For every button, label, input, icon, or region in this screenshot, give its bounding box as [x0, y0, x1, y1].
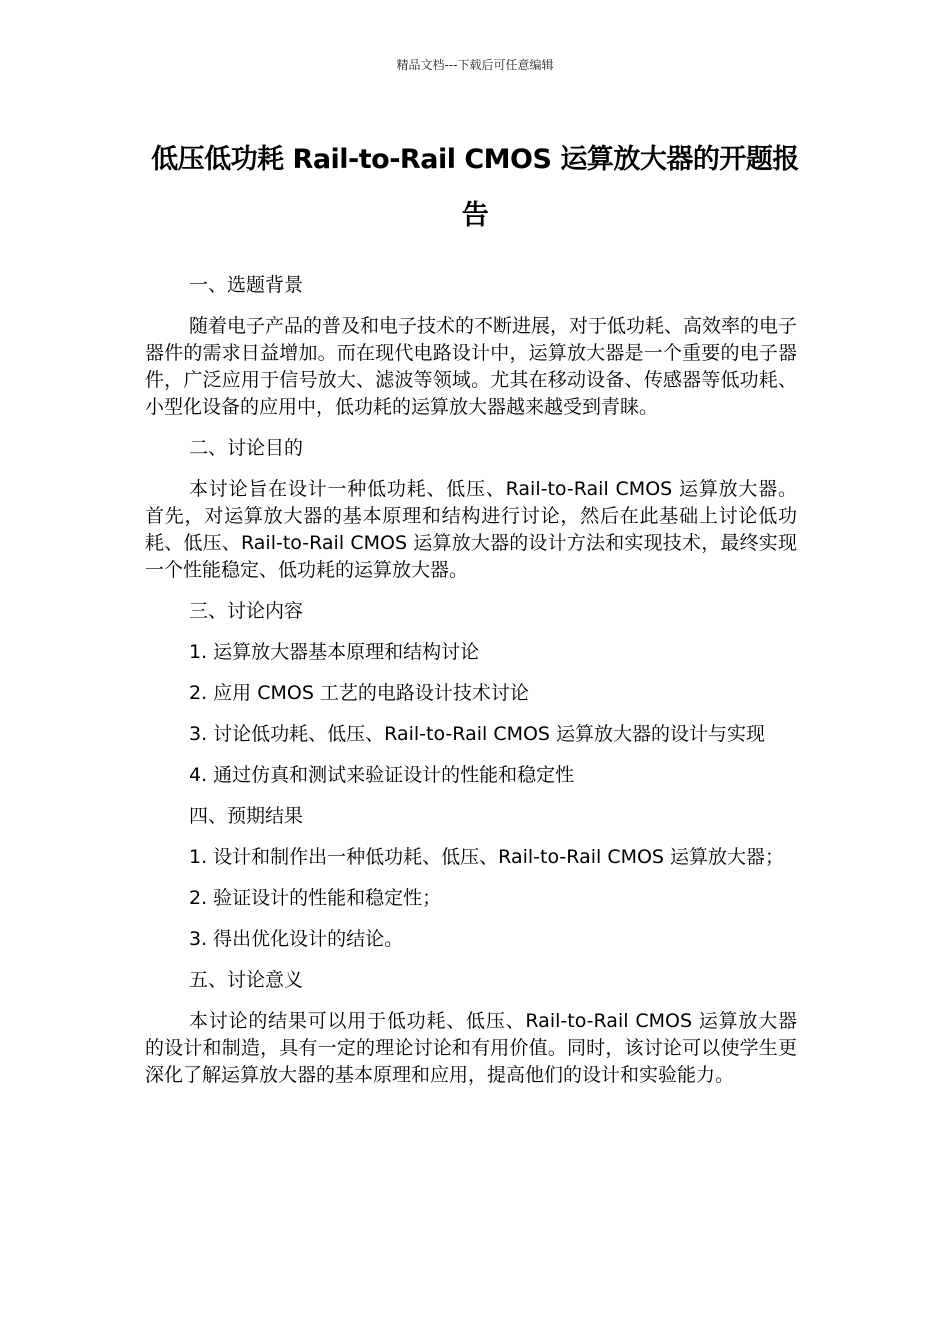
- body-paragraph-significance: 本讨论的结果可以用于低功耗、低压、Rail-to-Rail CMOS 运算放大器的设计和制造，具有一定的理论讨论和有用价值。同时，该讨论可以使学生更深化了解运算放大器的基本原理和应用，提高他们的设计和实验能力。: [145, 1010, 797, 1086]
- list-item-content-1: 1. 运算放大器基本原理和结构讨论: [189, 641, 480, 663]
- section-heading-purpose: 二、讨论目的: [189, 437, 304, 459]
- list-item-result-1: 1. 设计和制作出一种低功耗、低压、Rail-to-Rail CMOS 运算放大器；: [189, 846, 785, 868]
- header-note: 精品文档---下载后可任意编辑: [396, 58, 554, 72]
- list-item-content-4: 4. 通过仿真和测试来验证设计的性能和稳定性: [189, 764, 575, 786]
- document-title: 低压低功耗 Rail-to-Rail CMOS 运算放大器的开题报告: [151, 144, 799, 231]
- list-item-result-3: 3. 得出优化设计的结论。: [189, 928, 404, 950]
- section-heading-content: 三、讨论内容: [189, 600, 304, 622]
- section-heading-background: 一、选题背景: [189, 274, 304, 296]
- list-item-result-2: 2. 验证设计的性能和稳定性；: [189, 887, 442, 909]
- list-item-content-2: 2. 应用 CMOS 工艺的电路设计技术讨论: [189, 682, 529, 704]
- body-paragraph-purpose: 本讨论旨在设计一种低功耗、低压、Rail-to-Rail CMOS 运算放大器。首先，对运算放大器的基本原理和结构进行讨论，然后在此基础上讨论低功耗、低压、Rail-to-Rail CMOS 运算放大器的设计方法和实现技术，最终实现一个性能稳定、低功耗的运算放大器。: [145, 478, 797, 581]
- body-paragraph-background: 随着电子产品的普及和电子技术的不断进展，对于低功耗、高效率的电子器件的需求日益增加。而在现代电路设计中，运算放大器是一个重要的电子器件，广泛应用于信号放大、滤波等领域。尤其在移动设备、传感器等低功耗、小型化设备的应用中，低功耗的运算放大器越来越受到青睐。: [145, 315, 798, 418]
- list-item-content-3: 3. 讨论低功耗、低压、Rail-to-Rail CMOS 运算放大器的设计与实现: [189, 723, 766, 745]
- section-heading-significance: 五、讨论意义: [189, 969, 304, 991]
- document-body: [145, 272, 797, 1103]
- section-heading-expected-results: 四、预期结果: [189, 805, 304, 827]
